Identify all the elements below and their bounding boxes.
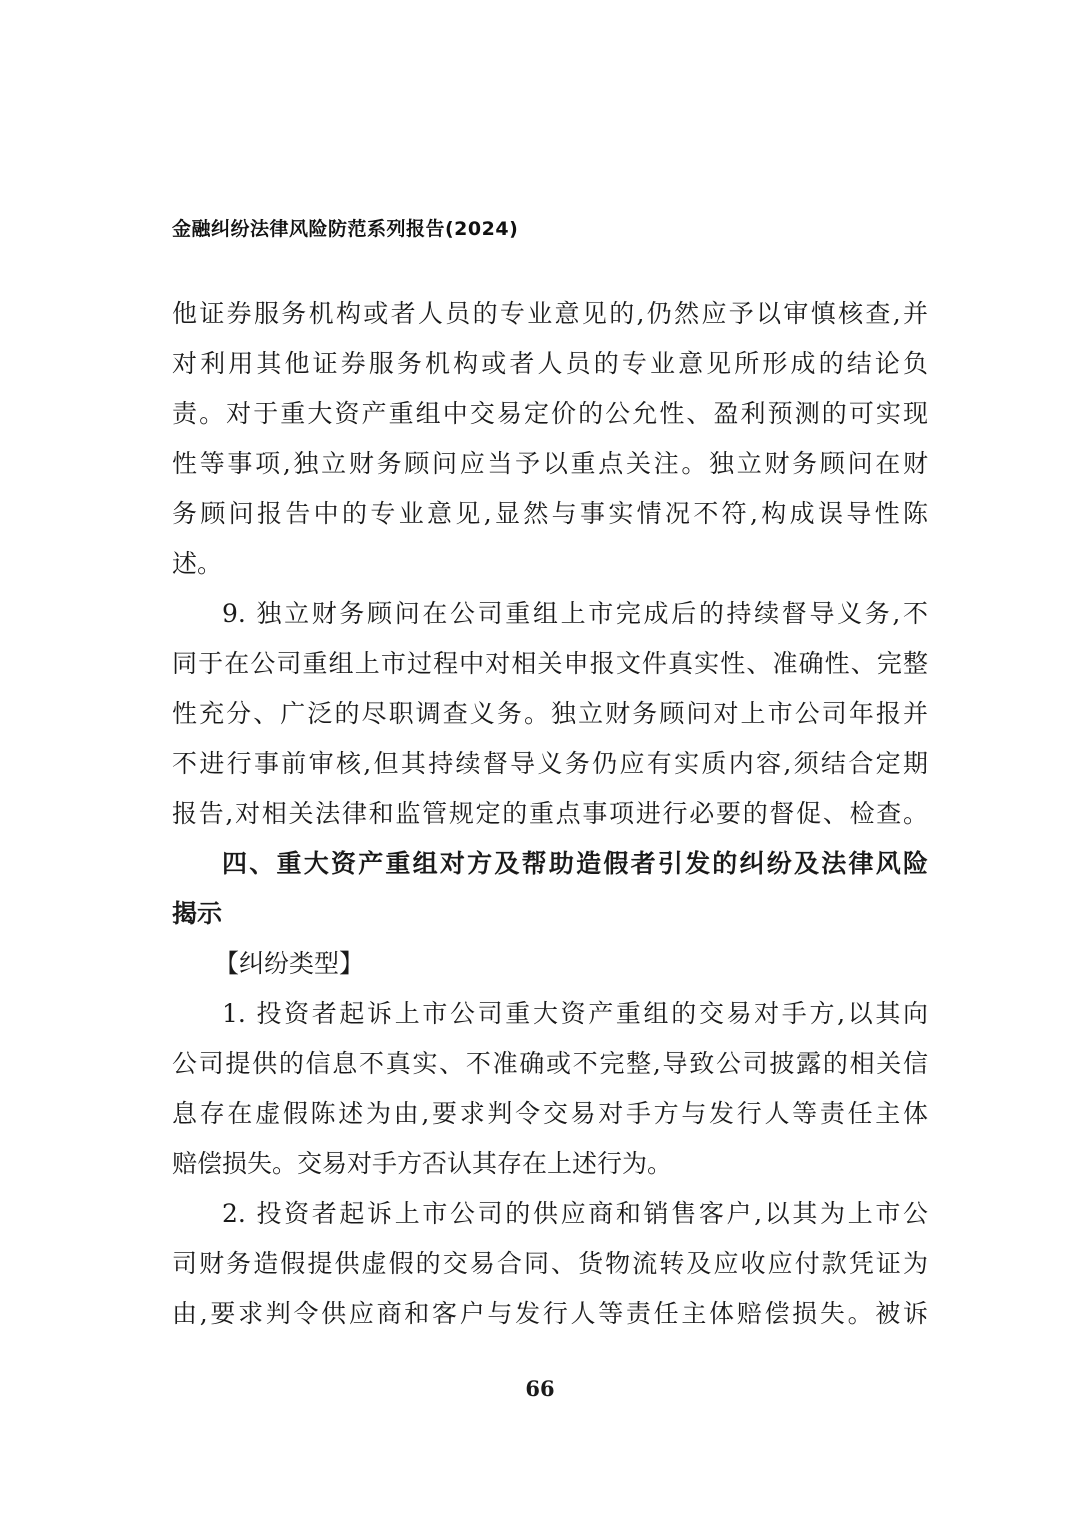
running-header: 金融纠纷法律风险防范系列报告(2024) [172,218,519,240]
page-number: 66 [525,1376,555,1401]
paragraph-9-first-line: 9. 独立财务顾问在公司重组上市完成后的持续督导义务,不 [222,599,928,628]
text-line: 同于在公司重组上市过程中对相关申报文件真实性、准确性、完整 [172,649,928,678]
text-line: 述。 [172,549,223,578]
text-line: 性充分、广泛的尽职调查义务。独立财务顾问对上市公司年报并 [172,699,928,728]
section-heading-continued: 揭示 [172,899,223,928]
text-line: 息存在虚假陈述为由,要求判令交易对手方与发行人等责任主体 [172,1099,928,1128]
text-line: 他证券服务机构或者人员的专业意见的,仍然应予以审慎核查,并 [172,299,928,328]
subsection-label: 【纠纷类型】 [214,949,365,978]
text-line: 报告,对相关法律和监管规定的重点事项进行必要的督促、检查。 [172,799,928,828]
text-line: 赔偿损失。交易对手方否认其存在上述行为。 [172,1149,673,1178]
text-line: 责。对于重大资产重组中交易定价的公允性、盈利预测的可实现 [172,399,928,428]
text-line: 不进行事前审核,但其持续督导义务仍应有实质内容,须结合定期 [172,749,928,778]
text-line: 由,要求判令供应商和客户与发行人等责任主体赔偿损失。被诉 [172,1299,928,1328]
text-line: 司财务造假提供虚假的交易合同、货物流转及应收应付款凭证为 [172,1249,928,1278]
paragraph-2-first-line: 2. 投资者起诉上市公司的供应商和销售客户,以其为上市公 [222,1199,928,1228]
text-line: 公司提供的信息不真实、不准确或不完整,导致公司披露的相关信 [172,1049,928,1078]
text-line: 性等事项,独立财务顾问应当予以重点关注。独立财务顾问在财 [172,449,928,478]
paragraph-1-first-line: 1. 投资者起诉上市公司重大资产重组的交易对手方,以其向 [222,999,928,1028]
text-line: 务顾问报告中的专业意见,显然与事实情况不符,构成误导性陈 [172,499,928,528]
section-heading: 四、重大资产重组对方及帮助造假者引发的纠纷及法律风险 [222,849,928,878]
text-line: 对利用其他证券服务机构或者人员的专业意见所形成的结论负 [172,349,928,378]
